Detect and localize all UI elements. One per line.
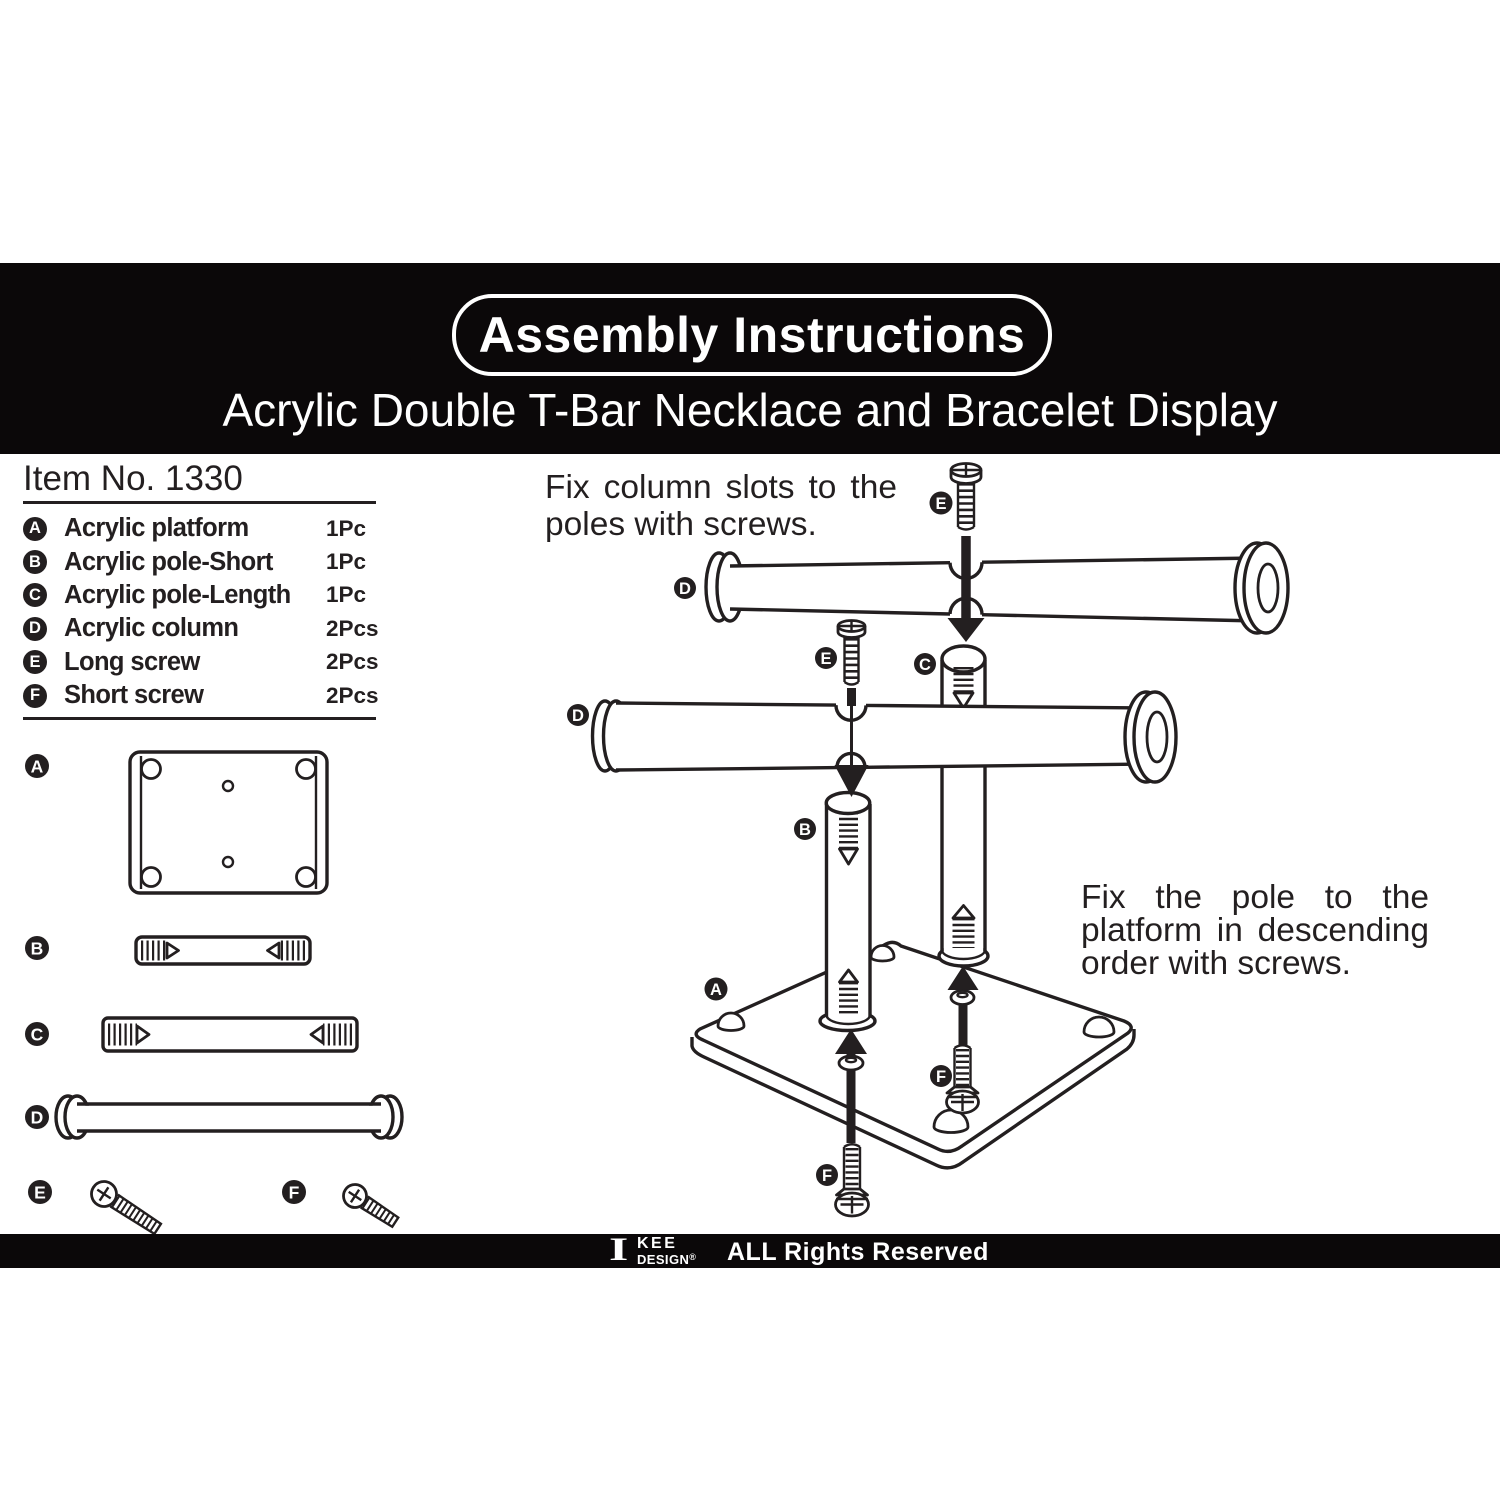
label-badge-e-mid xyxy=(815,647,837,669)
label-badge-e-top xyxy=(930,492,953,515)
part-letter-badge: C xyxy=(23,583,47,607)
svg-text:B: B xyxy=(30,938,44,959)
item-number: Item No. 1330 xyxy=(23,459,243,498)
brand-logo-bottom xyxy=(637,1251,696,1267)
parts-list-row xyxy=(23,579,376,612)
part-letter-badge: D xyxy=(23,617,47,641)
platform-foot xyxy=(871,946,894,962)
platform-foot xyxy=(1084,1017,1114,1037)
page-title: Assembly Instructions xyxy=(478,307,1026,363)
washer-left xyxy=(839,1056,863,1070)
svg-text:E: E xyxy=(34,1182,46,1203)
page-subtitle: Acrylic Double T-Bar Necklace and Bracelet Display xyxy=(222,384,1278,436)
brand-logo xyxy=(637,1237,696,1266)
part-qty: 1Pc xyxy=(326,549,367,575)
svg-text:C: C xyxy=(919,656,931,674)
part-qty: 2Pcs xyxy=(326,615,379,641)
parts-list xyxy=(23,512,379,712)
svg-text:F: F xyxy=(935,1068,947,1086)
svg-text:F: F xyxy=(288,1182,300,1203)
assembly-diagram xyxy=(540,455,1420,1237)
svg-text:E: E xyxy=(820,650,832,668)
header-band xyxy=(0,263,1500,454)
part-name: Acrylic pole-Short xyxy=(64,547,273,576)
copyright-text: ALL Rights Reserved xyxy=(727,1238,989,1266)
label-badge-d-upper xyxy=(674,577,696,599)
part-name: Acrylic column xyxy=(64,614,239,643)
part-badge-f xyxy=(282,1180,306,1204)
svg-text:B: B xyxy=(799,821,811,839)
screw-e-top xyxy=(930,463,982,530)
label-badge-f-right xyxy=(930,1065,952,1087)
part-qty: 1Pc xyxy=(326,582,367,608)
svg-text:C: C xyxy=(30,1024,44,1045)
svg-text:F: F xyxy=(821,1167,833,1185)
pole-short-diagram xyxy=(25,936,310,964)
svg-text:D: D xyxy=(572,707,584,725)
part-badge-e xyxy=(28,1180,52,1204)
label-badge-c xyxy=(914,653,936,675)
tbar-diagram xyxy=(25,1096,402,1138)
screw-f-left xyxy=(816,1144,869,1216)
brand-logo-design-text: DESIGN xyxy=(637,1251,690,1267)
divider-line xyxy=(23,717,376,720)
part-letter-badge: B xyxy=(23,550,47,574)
part-qty: 2Pcs xyxy=(326,682,379,708)
part-badge-d xyxy=(25,1105,49,1129)
part-letter-badge: F xyxy=(23,684,47,708)
part-badge-c xyxy=(25,1022,49,1046)
part-badge-b xyxy=(25,936,49,960)
part-letter-badge: A xyxy=(23,517,47,541)
svg-text:A: A xyxy=(710,981,722,999)
platform-diagram xyxy=(25,752,327,893)
part-qty: 1Pc xyxy=(326,515,367,541)
label-badge-a xyxy=(705,978,728,1001)
registered-mark: ® xyxy=(689,1251,696,1262)
short-screw-diagram xyxy=(282,1180,402,1232)
part-name: Long screw xyxy=(64,647,200,676)
svg-text:D: D xyxy=(30,1107,44,1128)
label-badge-d-lower xyxy=(567,704,589,726)
parts-list-row xyxy=(23,646,379,679)
platform-foot xyxy=(718,1013,744,1031)
washer-right xyxy=(951,991,974,1005)
instruction-step-1: Fix column slots to the poles with screws. xyxy=(545,469,897,543)
assembly-tbar-lower xyxy=(567,692,1176,782)
assembly-pole-c xyxy=(914,646,985,959)
assembly-platform xyxy=(692,942,1134,1167)
screw-e-mid xyxy=(815,620,865,685)
svg-text:A: A xyxy=(30,756,44,777)
svg-text:E: E xyxy=(935,495,947,513)
parts-list-row xyxy=(23,512,376,545)
parts-list-row xyxy=(23,679,379,712)
part-badge-a xyxy=(25,754,49,778)
part-name: Short screw xyxy=(64,681,204,710)
pole-long-diagram xyxy=(25,1018,357,1051)
part-diagrams xyxy=(20,735,430,1240)
title-box xyxy=(452,294,1052,376)
instruction-step-2: Fix the pole to the platform in descending order with screws. xyxy=(1081,879,1429,982)
parts-list-row xyxy=(23,545,376,578)
label-badge-b xyxy=(794,818,816,840)
parts-list-row xyxy=(23,612,379,645)
brand-logo-initial: I xyxy=(609,1232,629,1268)
svg-text:D: D xyxy=(679,580,691,598)
long-screw-diagram xyxy=(28,1177,164,1240)
label-badge-f-left xyxy=(816,1164,838,1186)
part-qty: 2Pcs xyxy=(326,649,379,675)
brand-logo-top: KEE xyxy=(637,1235,678,1252)
part-name: Acrylic platform xyxy=(64,514,249,543)
part-letter-badge: E xyxy=(23,650,47,674)
part-name: Acrylic pole-Length xyxy=(64,580,291,609)
divider-line xyxy=(23,501,376,504)
